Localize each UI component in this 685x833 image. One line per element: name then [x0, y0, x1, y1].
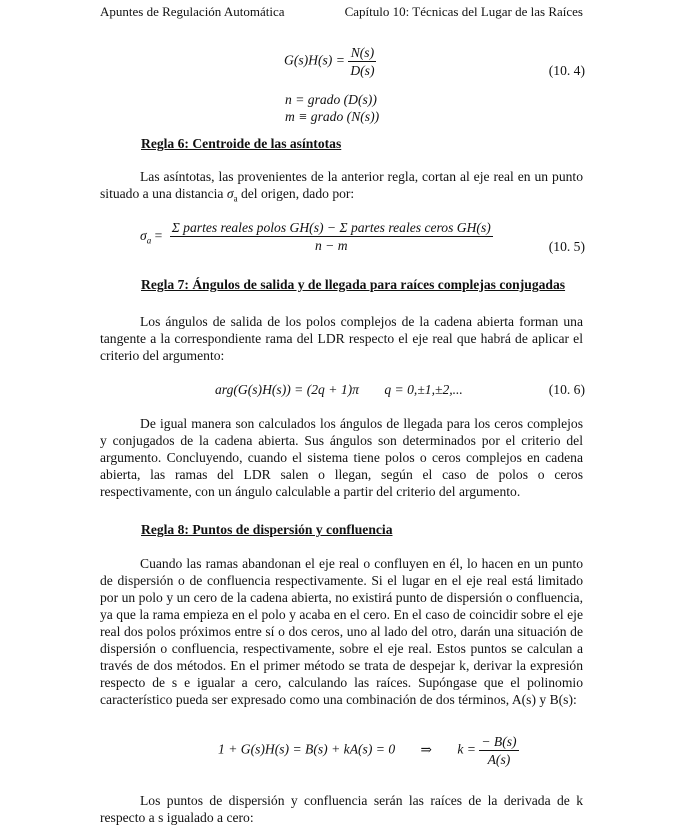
- eq107-fraction: [479, 733, 518, 768]
- eq104-line-m: m ≡ grado (N(s)): [285, 109, 380, 124]
- eq105-numerator: Σ partes reales polos GH(s) − Σ partes reales ceros GH(s): [171, 220, 491, 235]
- eq107-denominator: A(s): [487, 752, 511, 767]
- eq104-denominator: D(s): [350, 63, 375, 78]
- rule6-text-a: Las asíntotas, las provenientes de la anterior regla, cortan al eje real en un punto situado a una distancia: [100, 169, 583, 201]
- eq107-k-lhs: k =: [457, 741, 476, 757]
- equation-10-6: [215, 381, 463, 398]
- eq106-expr: arg(G(s)H(s)) = (2q + 1)π: [215, 382, 359, 397]
- eq107-expr: 1 + G(s)H(s) = B(s) + kA(s) = 0: [218, 741, 396, 757]
- equation-10-4: [284, 44, 376, 79]
- eq106-cond: q = 0,±1,±2,...: [384, 382, 463, 397]
- eq105-lhs: $\sigma_a$ =: [140, 227, 163, 246]
- rule6-text-b: del origen, dado por:: [237, 186, 355, 201]
- eq107-arrow: ⇒: [420, 741, 432, 757]
- rule8-title: Regla 8: Puntos de dispersión y confluencia: [141, 522, 393, 537]
- page-header: [0, 3, 685, 21]
- rule8-paragraph-2: Los puntos de dispersión y confluencia serán las raíces de la derivada de k respecto a s igualado a cero:: [100, 793, 583, 825]
- eq104-lhs: G(s)H(s) =: [284, 52, 345, 68]
- eq104-fraction: [348, 44, 376, 79]
- eq106-tag: (10. 6): [548, 382, 585, 397]
- rule6-title: Regla 6: Centroide de las asíntotas: [141, 136, 342, 151]
- rule6-sigma: σ: [226, 186, 234, 201]
- eq104-line-n: n = grado (D(s)): [285, 92, 377, 107]
- header-right: Capítulo 10: Técnicas del Lugar de las Raíces: [344, 4, 583, 19]
- eq104-numerator: N(s): [348, 44, 376, 62]
- rule7-paragraph-2: De igual manera son calculados los ángulos de llegada para los ceros complejos y conjugados de la cadena abierta. Sus ángulos son determinados por el criterio del argumento. Concluyendo, cuando el sistema tiene polos o ceros complejos en cadena abierta, las ramas del LDR salen o llegan, según el caso de polos o ceros respectivamente, con un ángulo calculable a partir del criterio del argumento.: [100, 416, 583, 499]
- rule8-paragraph-1: Cuando las ramas abandonan el eje real o confluyen en él, lo hacen en un punto de dispersión o de confluencia respectivamente. Si el lugar en el eje real está limitado por un polo y un cero de la cadena abierta, no existirá punto de dispersión o confluencia, ya que la rama empieza en el polo y acaba en el cero. En el caso de coincidir sobre el eje real dos polos próximos entre sí o dos ceros, uno al lado del otro, darán una situación de dispersión o confluencia, respectivamente, sobre el eje real. Estos puntos se calculan a través de dos métodos. En el primer método se trata de despejar k, derivar la expresión respecto de s e igualar a cero, calculando las raíces. Supóngase que el polinomio característico pueda ser expresado como una combinación de dos términos, A(s) y B(s):: [100, 556, 583, 707]
- header-left: Apuntes de Regulación Automática: [100, 4, 285, 19]
- equation-10-5: [140, 219, 493, 254]
- eq105-fraction: [170, 219, 493, 254]
- eq107-numerator: − B(s): [481, 734, 517, 749]
- eq104-tag: (10. 4): [548, 63, 585, 78]
- equation-10-7: [218, 733, 519, 768]
- rule7-title: Regla 7: Ángulos de salida y de llegada para raíces complejas conjugadas: [141, 277, 566, 292]
- rule6-paragraph: [100, 168, 583, 208]
- rule6-sigma-sub: a: [233, 193, 238, 204]
- eq105-denominator: n − m: [314, 238, 348, 253]
- eq105-tag: (10. 5): [548, 239, 585, 254]
- rule7-paragraph-1: Los ángulos de salida de los polos complejos de la cadena abierta forman una tangente a la correspondiente rama del LDR respecto el eje real que habrá de aplicar el criterio del argumento:: [100, 314, 583, 363]
